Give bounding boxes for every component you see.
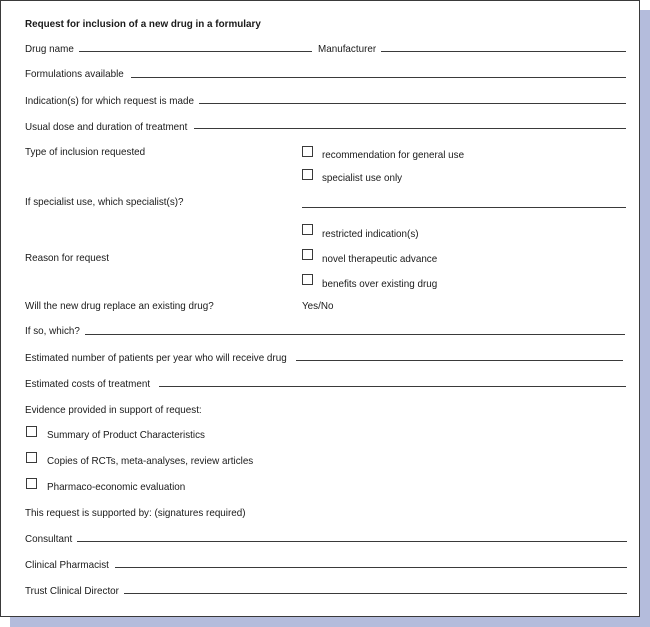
trust-clinical-director-signature-field[interactable]	[124, 593, 627, 594]
smpc-label: Summary of Product Characteristics	[47, 429, 205, 441]
novel-advance-checkbox[interactable]	[302, 249, 313, 260]
supported-by-label: This request is supported by: (signatures required)	[25, 507, 246, 519]
consultant-label: Consultant	[25, 533, 73, 545]
usual-dose-label: Usual dose and duration of treatment	[25, 121, 188, 133]
restricted-indication-label: restricted indication(s)	[322, 228, 419, 240]
indications-field[interactable]	[199, 103, 626, 104]
if-so-which-field[interactable]	[85, 334, 625, 335]
replace-existing-label: Will the new drug replace an existing drug?	[25, 300, 214, 312]
pharmaco-economic-label: Pharmaco-economic evaluation	[47, 481, 186, 493]
estimated-patients-label: Estimated number of patients per year who will receive drug	[25, 352, 287, 364]
novel-advance-label: novel therapeutic advance	[322, 253, 438, 265]
formulations-field[interactable]	[131, 77, 626, 78]
consultant-signature-field[interactable]	[77, 541, 627, 542]
usual-dose-field[interactable]	[194, 128, 626, 129]
which-specialist-field[interactable]	[302, 207, 626, 208]
which-specialist-label: If specialist use, which specialist(s)?	[25, 196, 184, 208]
if-so-which-label: If so, which?	[25, 325, 80, 337]
pharmaco-economic-checkbox[interactable]	[26, 478, 37, 489]
drug-name-field[interactable]	[79, 51, 312, 52]
evidence-heading: Evidence provided in support of request:	[25, 404, 202, 416]
yes-no-answer[interactable]: Yes/No	[302, 300, 334, 312]
trust-clinical-director-label: Trust Clinical Director	[25, 585, 119, 597]
rcts-checkbox[interactable]	[26, 452, 37, 463]
form-title: Request for inclusion of a new drug in a formulary	[25, 18, 261, 30]
smpc-checkbox[interactable]	[26, 426, 37, 437]
drug-name-label: Drug name	[25, 43, 74, 55]
clinical-pharmacist-signature-field[interactable]	[115, 567, 627, 568]
manufacturer-field[interactable]	[381, 51, 626, 52]
specialist-use-label: specialist use only	[322, 172, 403, 184]
benefits-existing-checkbox[interactable]	[302, 274, 313, 285]
rcts-label: Copies of RCTs, meta-analyses, review articles	[47, 455, 254, 467]
indications-label: Indication(s) for which request is made	[25, 95, 194, 107]
formulations-label: Formulations available	[25, 68, 124, 80]
clinical-pharmacist-label: Clinical Pharmacist	[25, 559, 109, 571]
benefits-existing-label: benefits over existing drug	[322, 278, 438, 290]
reason-for-request-label: Reason for request	[25, 252, 109, 264]
restricted-indication-checkbox[interactable]	[302, 224, 313, 235]
type-of-inclusion-label: Type of inclusion requested	[25, 146, 146, 158]
estimated-costs-field[interactable]	[159, 386, 626, 387]
general-use-checkbox[interactable]	[302, 146, 313, 157]
manufacturer-label: Manufacturer	[318, 43, 377, 55]
general-use-label: recommendation for general use	[322, 149, 465, 161]
specialist-use-checkbox[interactable]	[302, 169, 313, 180]
estimated-patients-field[interactable]	[296, 360, 623, 361]
estimated-costs-label: Estimated costs of treatment	[25, 378, 151, 390]
